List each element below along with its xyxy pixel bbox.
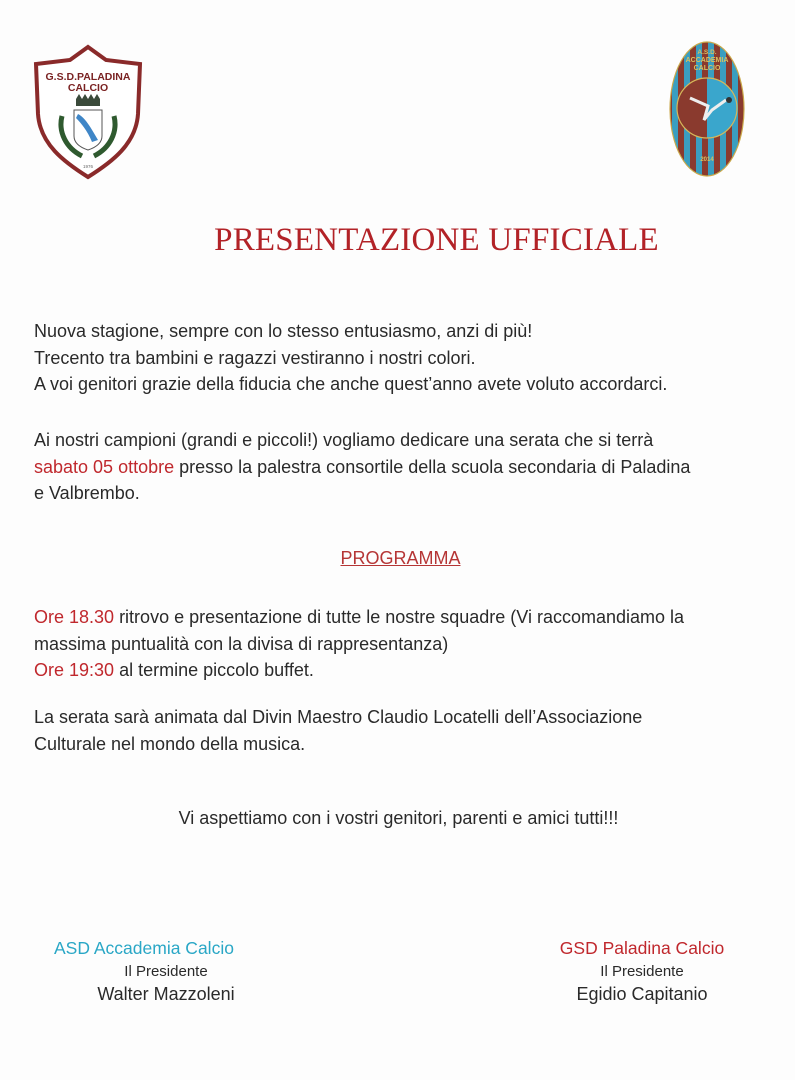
event-line: Ai nostri campioni (grandi e piccoli!) vogliamo dedicare una serata che si terrà bbox=[34, 430, 654, 450]
program-text: al termine piccolo buffet. bbox=[114, 660, 314, 680]
program-list bbox=[34, 604, 774, 684]
page-title: PRESENTAZIONE UFFICIALE bbox=[214, 222, 659, 258]
logo-right-line1: A.S.D. bbox=[697, 49, 717, 56]
entertainment-paragraph bbox=[34, 704, 774, 757]
entertainment-line: La serata sarà animata dal Divin Maestro Claudio Locatelli dell’Associazione bbox=[34, 707, 643, 727]
logo-left-line1: G.S.D.PALADINA bbox=[45, 71, 131, 83]
signature-org: GSD Paladina Calcio bbox=[559, 938, 725, 958]
event-paragraph bbox=[34, 427, 774, 507]
signature-right bbox=[528, 938, 756, 1005]
signature-left bbox=[40, 938, 292, 1005]
intro-paragraph bbox=[34, 318, 774, 398]
signature-role: Il Presidente bbox=[124, 963, 208, 980]
program-item-continuation: massima puntualità con la divisa di rappresentanza) bbox=[34, 633, 449, 654]
event-location: presso la palestra consortile della scuola secondaria di Paladina bbox=[174, 456, 691, 477]
signature-name: Walter Mazzoleni bbox=[97, 984, 235, 1004]
closing-line: Vi aspettiamo con i vostri genitori, parenti e amici tutti!!! bbox=[178, 808, 619, 828]
intro-line: Nuova stagione, sempre con lo stesso entusiasmo, anzi di più! bbox=[34, 321, 533, 341]
logo-left-line2: CALCIO bbox=[67, 82, 109, 94]
logo-left-year: 1976 bbox=[82, 164, 94, 169]
logo-right-line3: CALCIO bbox=[693, 65, 721, 72]
signature-name: Egidio Capitanio bbox=[576, 984, 708, 1004]
event-line: e Valbrembo. bbox=[34, 483, 140, 503]
accademia-calcio-logo bbox=[668, 40, 746, 178]
program-text: ritrovo e presentazione di tutte le nostre squadre (Vi raccomandiamo la bbox=[114, 607, 685, 627]
signature-org: ASD Accademia Calcio bbox=[54, 938, 234, 958]
entertainment-line: Culturale nel mondo della musica. bbox=[34, 733, 306, 754]
paladina-calcio-logo bbox=[32, 44, 144, 180]
intro-line: Trecento tra bambini e ragazzi vestiranno i nostri colori. bbox=[34, 347, 476, 368]
program-heading: PROGRAMMA bbox=[340, 548, 461, 568]
event-line bbox=[34, 454, 774, 481]
program-time: Ore 19:30 bbox=[34, 660, 115, 680]
intro-line: A voi genitori grazie della fiducia che anche quest’anno avete voluto accordarci. bbox=[34, 374, 668, 394]
logo-right-line2: ACCADEMIA bbox=[685, 57, 729, 64]
program-time: Ore 18.30 bbox=[34, 607, 115, 627]
program-item bbox=[34, 604, 774, 631]
signature-role: Il Presidente bbox=[600, 963, 684, 980]
logo-right-year: 2014 bbox=[700, 157, 714, 163]
event-date: sabato 05 ottobre bbox=[34, 456, 175, 477]
program-item bbox=[34, 657, 774, 684]
